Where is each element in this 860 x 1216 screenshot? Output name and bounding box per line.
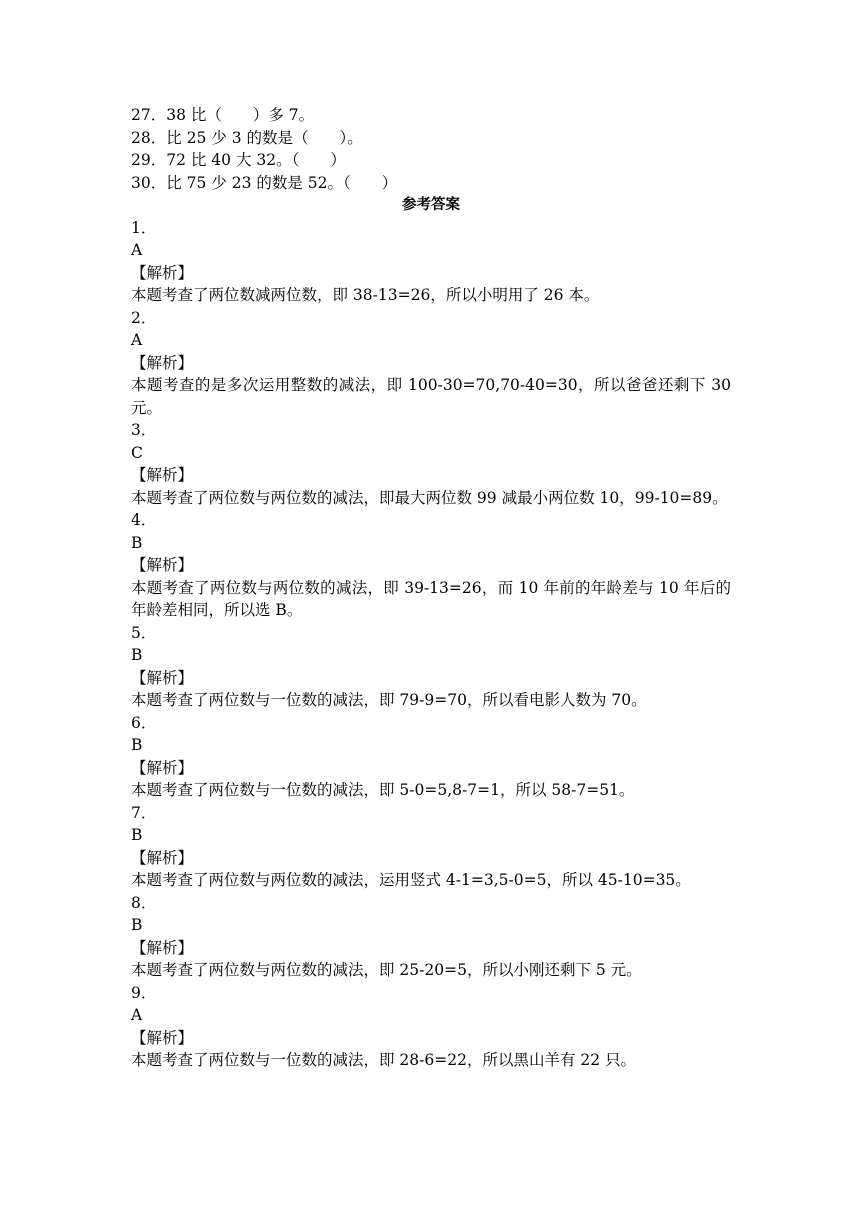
answer-4 [131, 509, 731, 622]
answer-number: 3． [131, 421, 157, 439]
answer-number: 8． [131, 893, 157, 912]
answer-number: 1． [131, 218, 157, 237]
question-30: 30．比 75 少 23 的数是 52。（ ） [131, 173, 398, 192]
analysis-text: 本题考查了两位数与一位数的减法，即 5-0=5,8-7=1，所以 58-7=51。 [131, 781, 635, 799]
analysis-text: 本题考查了两位数与一位数的减法，即 28-6=22，所以黑山羊有 22 只。 [131, 1051, 637, 1069]
answer-7 [131, 802, 731, 892]
analysis-label: 【解析】 [131, 758, 194, 777]
document-page [131, 104, 731, 1072]
answer-number: 5． [131, 623, 157, 642]
question-28: 28．比 25 少 3 的数是（ ）。 [131, 128, 363, 147]
answer-choice: C [131, 443, 143, 462]
answer-choice: B [131, 826, 143, 844]
answer-2 [131, 307, 731, 420]
answer-number: 9． [131, 983, 157, 1002]
answers-title: 参考答案 [402, 197, 460, 213]
answer-8 [131, 892, 731, 982]
answer-number: 7． [131, 803, 157, 822]
answer-1 [131, 217, 731, 307]
answer-number: 6． [131, 713, 157, 732]
analysis-text: 本题考查了两位数与两位数的减法，即 25-20=5，所以小刚还剩下 5 元。 [131, 961, 642, 979]
answer-number: 2． [131, 308, 157, 327]
answer-9 [131, 982, 731, 1072]
analysis-text: 本题考查了两位数与两位数的减法，运用竖式 4-1=3,5-0=5，所以 45-10=35。 [131, 871, 691, 889]
answer-5 [131, 622, 731, 712]
answer-choice: A [131, 331, 143, 349]
question-29: 29．72 比 40 大 32。（ ） [131, 151, 346, 169]
analysis-text: 本题考查的是多次运用整数的减法，即 100-30=70,70-40=30，所以爸爸还剩下 30 元。 [131, 376, 731, 417]
analysis-label: 【解析】 [131, 938, 194, 957]
analysis-label: 【解析】 [131, 353, 194, 372]
answer-6 [131, 712, 731, 802]
answer-number: 4． [131, 511, 157, 529]
answer-choice: B [131, 646, 143, 664]
analysis-label: 【解析】 [131, 556, 194, 574]
question-27: 27．38 比（ ）多 7。 [131, 106, 315, 124]
analysis-text: 本题考查了两位数与一位数的减法，即 79-9=70，所以看电影人数为 70。 [131, 691, 647, 709]
answer-3 [131, 419, 731, 509]
analysis-label: 【解析】 [131, 466, 194, 484]
answer-choice: B [131, 736, 143, 754]
answer-choice: A [131, 1006, 143, 1024]
answer-choice: B [131, 533, 143, 552]
analysis-text: 本题考查了两位数减两位数，即 38-13=26，所以小明用了 26 本。 [131, 286, 600, 304]
analysis-label: 【解析】 [131, 668, 194, 687]
answer-choice: A [131, 241, 143, 259]
analysis-label: 【解析】 [131, 848, 194, 867]
analysis-text: 本题考查了两位数与两位数的减法，即 39-13=26，而 10 年前的年龄差与 10 年后的年龄差相同，所以选 B。 [131, 578, 731, 619]
analysis-text: 本题考查了两位数与两位数的减法，即最大两位数 99 减最小两位数 10，99-10=89。 [131, 488, 728, 507]
answer-choice: B [131, 916, 143, 934]
analysis-label: 【解析】 [131, 263, 194, 282]
analysis-label: 【解析】 [131, 1028, 194, 1047]
